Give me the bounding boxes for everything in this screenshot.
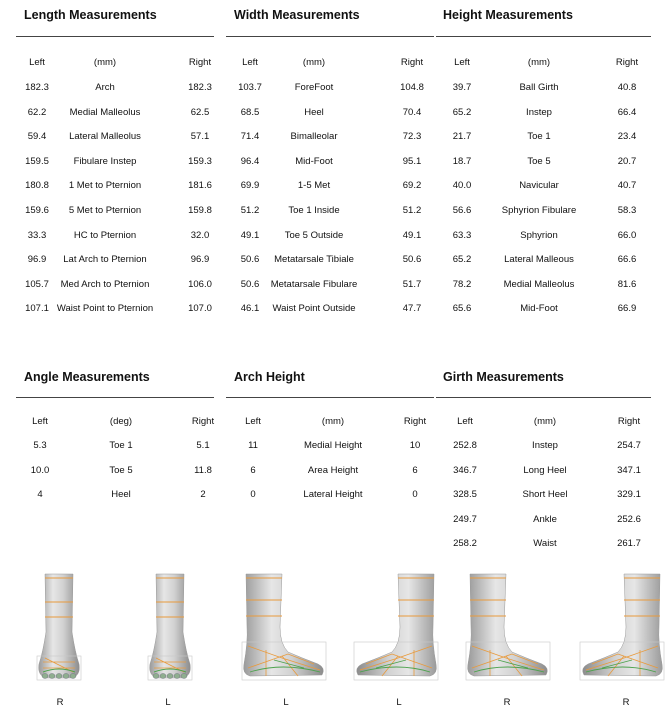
height-left-value: 63.3 xyxy=(452,229,472,241)
angle-measure-label: Toe 5 xyxy=(109,464,133,476)
width-left-value: 69.9 xyxy=(240,180,260,192)
width-measure-label: 1-5 Met xyxy=(297,180,331,192)
width-measure-label: Metatarsale Fibulare xyxy=(270,278,358,290)
girth-left-value: 346.7 xyxy=(453,464,477,476)
girth-measure-label: Long Heel xyxy=(523,464,567,476)
height-right-value: 66.9 xyxy=(617,303,637,315)
length-right-value: 62.5 xyxy=(190,106,210,118)
length-right-value: 96.9 xyxy=(190,254,210,266)
arch-left-value: 11 xyxy=(248,440,258,451)
width-right-value: 51.7 xyxy=(402,278,422,290)
arch-left-header: Left xyxy=(245,416,261,427)
height-divider xyxy=(436,36,651,37)
girth-left-value: 252.8 xyxy=(453,440,477,451)
width-measure-label: Toe 5 Outside xyxy=(284,229,344,241)
height-measure-label: Toe 5 xyxy=(527,155,551,167)
length-measure-label: 1 Met to Pternion xyxy=(68,180,142,192)
arch-right-value: 10 xyxy=(409,440,421,451)
angle-right-value: 11.8 xyxy=(194,464,212,476)
height-right-value: 66.6 xyxy=(617,254,637,266)
angle-measure-label: Toe 1 xyxy=(109,440,133,451)
length-measure-label: Medial Malleolus xyxy=(69,106,141,118)
length-right-value: 159.3 xyxy=(188,155,212,167)
height-left-value: 65.2 xyxy=(452,106,472,118)
height-right-value: 23.4 xyxy=(617,131,637,143)
arch-left-value: 6 xyxy=(250,464,256,476)
width-measure-label: Mid-Foot xyxy=(295,155,333,167)
angle-unit-header: (deg) xyxy=(109,416,133,427)
length-left-value: 59.4 xyxy=(27,131,47,143)
height-left-value: 18.7 xyxy=(452,155,472,167)
length-right-value: 57.1 xyxy=(190,131,210,143)
height-measure-label: Toe 1 xyxy=(527,131,551,143)
height-right-value: 66.0 xyxy=(617,229,637,241)
arch-measure-label: Area Height xyxy=(307,464,359,476)
height-measure-label: Medial Malleolus xyxy=(503,278,575,290)
width-right-value: 104.8 xyxy=(400,82,424,93)
girth-right-header: Right xyxy=(617,416,641,427)
width-right-value: 69.2 xyxy=(402,180,422,192)
height-unit-header: (mm) xyxy=(527,57,551,68)
length-measure-label: Lateral Malleolus xyxy=(69,131,141,143)
angle-right-header: Right xyxy=(191,416,215,427)
height-measure-label: Sphyrion xyxy=(520,229,558,241)
width-left-value: 49.1 xyxy=(240,229,260,241)
height-right-value: 40.7 xyxy=(617,180,637,192)
angle-section-title: Angle Measurements xyxy=(24,370,150,384)
width-measure-label: Toe 1 Inside xyxy=(288,205,340,216)
width-measure-label: Heel xyxy=(304,106,324,118)
width-right-value: 70.4 xyxy=(402,106,422,118)
length-divider xyxy=(16,36,214,37)
length-measure-label: Lat Arch to Pternion xyxy=(63,254,147,266)
height-left-value: 21.7 xyxy=(452,131,472,143)
girth-left-header: Left xyxy=(457,416,473,427)
length-right-value: 181.6 xyxy=(188,180,212,192)
girth-measure-label: Short Heel xyxy=(522,489,568,501)
foot-render-side-left-inner xyxy=(352,572,442,684)
height-left-value: 65.6 xyxy=(452,303,472,315)
width-right-header: Right xyxy=(400,57,424,68)
length-section-title: Length Measurements xyxy=(24,8,157,22)
height-right-value: 81.6 xyxy=(617,278,637,290)
arch-left-value: 0 xyxy=(250,489,256,501)
view-label: R xyxy=(56,697,64,708)
length-measure-label: Fibulare Instep xyxy=(73,155,137,167)
height-right-value: 40.8 xyxy=(617,82,637,93)
length-measure-label: HC to Pternion xyxy=(73,229,137,241)
height-right-value: 66.4 xyxy=(617,106,637,118)
length-left-value: 62.2 xyxy=(27,106,47,118)
girth-right-value: 252.6 xyxy=(617,513,641,525)
arch-measure-label: Lateral Height xyxy=(303,489,363,501)
width-left-value: 96.4 xyxy=(240,155,260,167)
girth-measure-label: Ankle xyxy=(533,513,557,525)
view-label: R xyxy=(503,697,511,708)
angle-left-value: 4 xyxy=(37,489,43,501)
angle-left-header: Left xyxy=(32,416,48,427)
height-left-value: 40.0 xyxy=(452,180,472,192)
length-left-value: 105.7 xyxy=(25,278,49,290)
length-right-value: 159.8 xyxy=(188,205,212,216)
girth-right-value: 329.1 xyxy=(617,489,641,501)
height-measure-label: Mid-Foot xyxy=(520,303,558,315)
height-measure-label: Lateral Malleous xyxy=(504,254,574,266)
length-left-value: 96.9 xyxy=(27,254,47,266)
width-left-value: 103.7 xyxy=(238,82,262,93)
foot-render-side-right-inner xyxy=(462,572,552,684)
angle-left-value: 5.3 xyxy=(33,440,47,451)
angle-measure-label: Heel xyxy=(111,489,131,501)
girth-right-value: 347.1 xyxy=(617,464,641,476)
angle-left-value: 10.0 xyxy=(30,464,50,476)
length-measure-label: Waist Point to Pternion xyxy=(56,303,154,315)
width-measure-label: Waist Point Outside xyxy=(272,303,356,315)
height-measure-label: Instep xyxy=(526,106,552,118)
height-left-header: Left xyxy=(454,57,470,68)
width-left-header: Left xyxy=(242,57,258,68)
girth-section-title: Girth Measurements xyxy=(443,370,564,384)
width-right-value: 51.2 xyxy=(402,205,422,216)
width-left-value: 68.5 xyxy=(240,106,260,118)
width-right-value: 72.3 xyxy=(402,131,422,143)
length-left-value: 159.5 xyxy=(25,155,49,167)
width-left-value: 50.6 xyxy=(240,254,260,266)
arch-section-title: Arch Height xyxy=(234,370,305,384)
width-right-value: 95.1 xyxy=(402,155,422,167)
height-left-value: 78.2 xyxy=(452,278,472,290)
width-right-value: 49.1 xyxy=(402,229,422,241)
girth-right-value: 254.7 xyxy=(617,440,641,451)
foot-render-side-right-outer xyxy=(578,572,668,684)
girth-measure-label: Instep xyxy=(532,440,558,451)
length-left-value: 33.3 xyxy=(27,229,47,241)
width-left-value: 51.2 xyxy=(240,205,260,216)
arch-divider xyxy=(226,397,434,398)
girth-divider xyxy=(436,397,651,398)
view-label: L xyxy=(283,697,289,708)
width-left-value: 71.4 xyxy=(240,131,260,143)
length-right-value: 106.0 xyxy=(188,278,212,290)
girth-unit-header: (mm) xyxy=(533,416,557,427)
width-left-value: 46.1 xyxy=(240,303,260,315)
height-measure-label: Navicular xyxy=(519,180,559,192)
height-right-header: Right xyxy=(615,57,639,68)
length-left-value: 159.6 xyxy=(25,205,49,216)
height-left-value: 65.2 xyxy=(452,254,472,266)
length-measure-label: Med Arch to Pternion xyxy=(60,278,150,290)
girth-measure-label: Waist xyxy=(533,538,557,550)
width-measure-label: ForeFoot xyxy=(294,82,334,93)
view-label: R xyxy=(622,697,630,708)
girth-right-value: 261.7 xyxy=(617,538,641,550)
length-left-header: Left xyxy=(29,57,45,68)
girth-left-value: 249.7 xyxy=(453,513,477,525)
width-section-title: Width Measurements xyxy=(234,8,360,22)
foot-render-side-left-outer xyxy=(238,572,328,684)
view-label: L xyxy=(165,697,171,708)
height-right-value: 20.7 xyxy=(617,155,637,167)
arch-right-value: 6 xyxy=(412,464,418,476)
foot-render-front-right xyxy=(35,572,83,684)
length-right-value: 107.0 xyxy=(188,303,212,315)
width-measure-label: Metatarsale Tibiale xyxy=(274,254,354,266)
length-unit-header: (mm) xyxy=(93,57,117,68)
arch-measure-label: Medial Height xyxy=(303,440,363,451)
height-measure-label: Ball Girth xyxy=(519,82,559,93)
length-right-value: 32.0 xyxy=(190,229,210,241)
height-left-value: 56.6 xyxy=(452,205,472,216)
length-left-value: 182.3 xyxy=(25,82,49,93)
arch-right-value: 0 xyxy=(412,489,418,501)
length-measure-label: Arch xyxy=(95,82,115,93)
width-right-value: 50.6 xyxy=(402,254,422,266)
length-right-header: Right xyxy=(188,57,212,68)
height-left-value: 39.7 xyxy=(452,82,472,93)
width-unit-header: (mm) xyxy=(302,57,326,68)
height-right-value: 58.3 xyxy=(617,205,637,216)
view-label: L xyxy=(396,697,402,708)
angle-divider xyxy=(16,397,214,398)
height-measure-label: Sphyrion Fibulare xyxy=(501,205,577,216)
height-section-title: Height Measurements xyxy=(443,8,573,22)
arch-right-header: Right xyxy=(403,416,427,427)
width-measure-label: Bimalleolar xyxy=(290,131,338,143)
angle-right-value: 5.1 xyxy=(196,440,210,451)
width-left-value: 50.6 xyxy=(240,278,260,290)
length-measure-label: 5 Met to Pternion xyxy=(68,205,142,216)
length-left-value: 180.8 xyxy=(25,180,49,192)
arch-unit-header: (mm) xyxy=(321,416,345,427)
angle-right-value: 2 xyxy=(200,489,206,501)
foot-render-front-left xyxy=(146,572,194,684)
girth-left-value: 258.2 xyxy=(453,538,477,550)
width-right-value: 47.7 xyxy=(402,303,422,315)
width-divider xyxy=(226,36,434,37)
girth-left-value: 328.5 xyxy=(453,489,477,501)
length-right-value: 182.3 xyxy=(188,82,212,93)
length-left-value: 107.1 xyxy=(25,303,49,315)
